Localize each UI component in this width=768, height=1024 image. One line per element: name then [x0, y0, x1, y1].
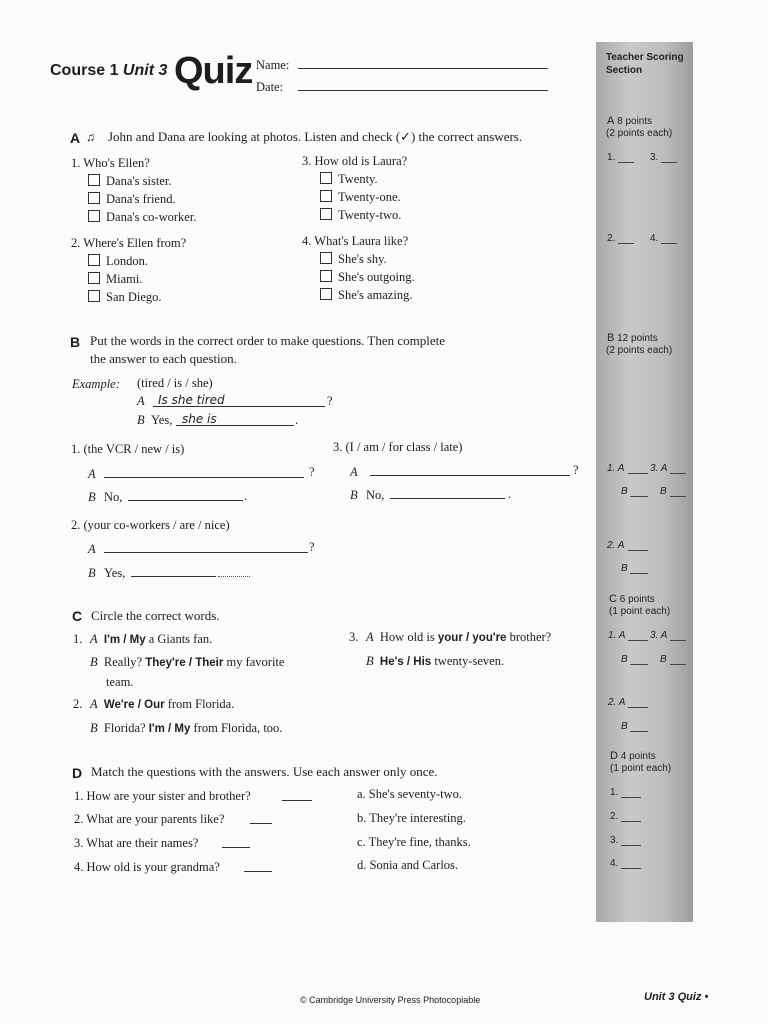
- checkbox[interactable]: [88, 254, 100, 266]
- c1-b-choice[interactable]: They're / Their: [145, 657, 224, 669]
- c3-b-line: B He's / His twenty-seven.: [366, 654, 505, 668]
- checkbox[interactable]: [320, 208, 332, 220]
- c1-b-continuation: team.: [106, 675, 134, 689]
- c2-b-line: B Florida? I'm / My from Florida, too.: [90, 721, 283, 735]
- b1-a-prefix: A: [88, 467, 96, 481]
- c2-a-line: A We're / Our from Florida.: [90, 697, 235, 711]
- c2-number: 2.: [73, 697, 83, 711]
- b2-a-prefix: A: [88, 542, 96, 556]
- checkbox[interactable]: [88, 210, 100, 222]
- score-c-3b-label: B: [660, 654, 667, 665]
- checkbox[interactable]: [320, 270, 332, 282]
- score-c-1a-label: 1. A: [608, 630, 626, 641]
- b3-b-answer-field[interactable]: [390, 498, 505, 499]
- b2-a-answer-field[interactable]: [104, 552, 308, 553]
- date-field[interactable]: [298, 90, 548, 91]
- d-question-3: 3. What are their names?: [74, 836, 199, 850]
- example-label: Example:: [72, 377, 120, 391]
- example-a-prefix: A: [137, 394, 145, 408]
- c2-b-choice[interactable]: I'm / My: [148, 723, 191, 735]
- b2-b-answer-field[interactable]: [131, 576, 216, 577]
- score-d-header: D 4 points: [610, 750, 656, 762]
- scoring-title-2: Section: [606, 65, 643, 76]
- checkbox[interactable]: [320, 190, 332, 202]
- score-d-each: (1 point each): [610, 763, 672, 774]
- c3-a-line: A How old is your / you're brother?: [366, 630, 552, 644]
- score-a-2-label: 2.: [607, 233, 616, 244]
- section-b-instruction-1: Put the words in the correct order to make questions. Then complete: [90, 333, 445, 348]
- b1-b-period: .: [244, 489, 248, 503]
- score-b-1a-field[interactable]: [628, 473, 648, 474]
- b1-a-answer-field[interactable]: [104, 477, 304, 478]
- d-answer-c: c. They're fine, thanks.: [357, 835, 471, 849]
- checkbox[interactable]: [88, 290, 100, 302]
- score-c-3a-field[interactable]: [670, 640, 686, 641]
- score-b-2a-field[interactable]: [628, 550, 648, 551]
- option-a2-3[interactable]: San Diego.: [88, 290, 162, 305]
- b1-b-no: No,: [104, 490, 123, 504]
- score-b-header: B 12 points: [607, 332, 658, 344]
- d-answer-field-4[interactable]: [244, 871, 272, 872]
- option-a3-3[interactable]: Twenty-two.: [320, 208, 401, 223]
- example-b-period: .: [295, 413, 299, 427]
- date-label: Date:: [256, 80, 284, 94]
- d-answer-d: d. Sonia and Carlos.: [357, 858, 459, 872]
- checkbox[interactable]: [320, 288, 332, 300]
- score-b-each: (2 points each): [606, 345, 673, 356]
- score-c-1a-field[interactable]: [628, 640, 648, 641]
- score-c-2b-field[interactable]: [630, 731, 648, 732]
- footer-unit-quiz: Unit 3 Quiz •: [644, 991, 709, 1003]
- footer-bullet: •: [704, 991, 709, 1003]
- name-label: Name:: [256, 58, 290, 72]
- score-c-3b-field[interactable]: [670, 664, 686, 665]
- option-a1-2[interactable]: Dana's friend.: [88, 192, 176, 207]
- score-b-2a-label: 2. A: [607, 540, 625, 551]
- c1-number: 1.: [73, 632, 83, 646]
- score-a-header: A 8 points: [607, 115, 653, 127]
- section-d-instruction: Match the questions with the answers. Use each answer only once.: [91, 764, 438, 779]
- option-a4-2[interactable]: She's outgoing.: [320, 270, 415, 285]
- score-b-1b-label: B: [621, 486, 628, 497]
- score-b-3a-field[interactable]: [670, 473, 686, 474]
- score-c-each: (1 point each): [609, 606, 671, 617]
- example-b-answer: she is: [182, 412, 217, 426]
- score-b-3a-label: 3. A: [650, 463, 668, 474]
- option-a3-1[interactable]: Twenty.: [320, 172, 378, 187]
- score-b-3b-field[interactable]: [670, 496, 686, 497]
- score-b-2b-field[interactable]: [630, 573, 648, 574]
- b2-b-prefix: B: [88, 566, 96, 580]
- course-number: Course 1: [50, 62, 119, 79]
- c3-a-choice[interactable]: your / you're: [437, 632, 507, 644]
- score-d-4-label: 4.: [610, 858, 619, 869]
- score-a-2-field[interactable]: [618, 243, 634, 244]
- score-a-1-field[interactable]: [618, 162, 634, 163]
- d-question-4: 4. How old is your grandma?: [74, 860, 220, 874]
- score-c-2b-label: B: [621, 721, 628, 732]
- score-c-1b-field[interactable]: [630, 664, 648, 665]
- c1-a-choice[interactable]: I'm / My: [103, 634, 146, 646]
- d-answer-field-3[interactable]: [222, 847, 250, 848]
- option-a2-2[interactable]: Miami.: [88, 272, 142, 287]
- score-d-4-field[interactable]: [621, 868, 641, 869]
- example-b-prefix: B: [137, 413, 145, 427]
- b3-a-answer-field[interactable]: [370, 475, 570, 476]
- copyright-footer: © Cambridge University Press Photocopiable: [300, 995, 481, 1005]
- score-c-2a-field[interactable]: [628, 707, 648, 708]
- b1-b-answer-field[interactable]: [128, 500, 243, 501]
- question-a4: 4. What's Laura like?: [302, 234, 409, 248]
- c2-a-choice[interactable]: We're / Our: [103, 699, 165, 711]
- d-answer-field-1[interactable]: [282, 800, 312, 801]
- audio-icon: ♫: [86, 130, 95, 144]
- checkbox[interactable]: [88, 174, 100, 186]
- score-d-3-label: 3.: [610, 835, 619, 846]
- quiz-title: Quiz: [174, 50, 253, 92]
- score-c-header: C 6 points: [609, 593, 655, 605]
- score-b-2b-label: B: [621, 563, 628, 574]
- score-a-3-field[interactable]: [661, 162, 677, 163]
- score-a-4-field[interactable]: [661, 243, 677, 244]
- b2-b-dots: [218, 576, 250, 577]
- example-a-answer: Is she tired: [158, 393, 225, 407]
- score-d-2-label: 2.: [610, 811, 619, 822]
- score-d-1-label: 1.: [610, 787, 619, 798]
- course-label: [50, 62, 167, 80]
- section-a-letter: A: [70, 130, 81, 146]
- section-a-instruction: John and Dana are looking at photos. Listen and check (✓) the correct answers.: [108, 129, 523, 144]
- checkbox[interactable]: [320, 252, 332, 264]
- c1-a-line: A I'm / My a Giants fan.: [90, 632, 213, 646]
- score-b-3b-label: B: [660, 486, 667, 497]
- c1-b-line: B Really? They're / Their my favorite: [90, 655, 285, 669]
- checkbox[interactable]: [320, 172, 332, 184]
- score-d-2-field[interactable]: [621, 821, 641, 822]
- b2-b-yes: Yes,: [104, 566, 126, 580]
- example-b-yes: Yes,: [151, 413, 173, 427]
- score-a-1-label: 1.: [607, 152, 616, 163]
- d-question-1: 1. How are your sister and brother?: [74, 789, 251, 803]
- score-a-3-label: 3.: [650, 152, 659, 163]
- b3-b-no: No,: [366, 488, 385, 502]
- question-a1: 1. Who's Ellen?: [71, 156, 150, 170]
- score-c-3a-label: 3. A: [650, 630, 668, 641]
- checkbox[interactable]: [88, 192, 100, 204]
- score-c-2a-label: 2. A: [608, 697, 626, 708]
- score-d-1-field[interactable]: [621, 797, 641, 798]
- option-a4-1[interactable]: She's shy.: [320, 252, 387, 267]
- b1-a-qmark: ?: [309, 465, 315, 479]
- score-a-4-label: 4.: [650, 233, 659, 244]
- section-d-letter: D: [72, 765, 83, 781]
- d-answer-b: b. They're interesting.: [357, 811, 466, 825]
- example-b-line: [176, 425, 294, 426]
- b3-b-prefix: B: [350, 488, 358, 502]
- section-b-instruction-2: the answer to each question.: [90, 351, 237, 366]
- score-a-each: (2 points each): [606, 128, 673, 139]
- score-c-1b-label: B: [621, 654, 628, 665]
- d-question-2: 2. What are your parents like?: [74, 812, 225, 826]
- b1-b-prefix: B: [88, 490, 96, 504]
- score-b-1b-field[interactable]: [630, 496, 648, 497]
- b3-a-prefix: A: [350, 465, 358, 479]
- scoring-title-1: Teacher Scoring: [606, 52, 684, 63]
- question-a3: 3. How old is Laura?: [302, 154, 408, 168]
- score-d-3-field[interactable]: [621, 845, 641, 846]
- b3-b-period: .: [508, 487, 512, 501]
- option-a3-2[interactable]: Twenty-one.: [320, 190, 401, 205]
- section-c-instruction: Circle the correct words.: [91, 608, 220, 623]
- option-a2-1[interactable]: London.: [88, 254, 148, 269]
- name-field[interactable]: [298, 68, 548, 69]
- question-b3: 3. (I / am / for class / late): [333, 440, 463, 454]
- option-a4-3[interactable]: She's amazing.: [320, 288, 412, 303]
- b2-a-qmark: ?: [309, 540, 315, 554]
- option-a1-1[interactable]: Dana's sister.: [88, 174, 171, 189]
- score-b-1a-label: 1. A: [607, 463, 625, 474]
- example-words: (tired / is / she): [137, 376, 213, 390]
- question-b1: 1. (the VCR / new / is): [71, 442, 185, 456]
- unit-number: Unit 3: [122, 62, 168, 79]
- c3-b-choice[interactable]: He's / His: [379, 656, 432, 668]
- c3-number: 3.: [349, 630, 359, 644]
- d-answer-a: a. She's seventy-two.: [357, 787, 463, 801]
- d-answer-field-2[interactable]: [250, 823, 272, 824]
- checkbox[interactable]: [88, 272, 100, 284]
- example-a-line: [153, 406, 325, 407]
- section-c-letter: C: [72, 608, 83, 624]
- example-a-qmark: ?: [327, 394, 333, 408]
- question-b2: 2. (your co-workers / are / nice): [71, 518, 230, 532]
- option-a1-3[interactable]: Dana's co-worker.: [88, 210, 196, 225]
- section-b-letter: B: [70, 334, 81, 350]
- question-a2: 2. Where's Ellen from?: [71, 236, 187, 250]
- b3-a-qmark: ?: [573, 463, 579, 477]
